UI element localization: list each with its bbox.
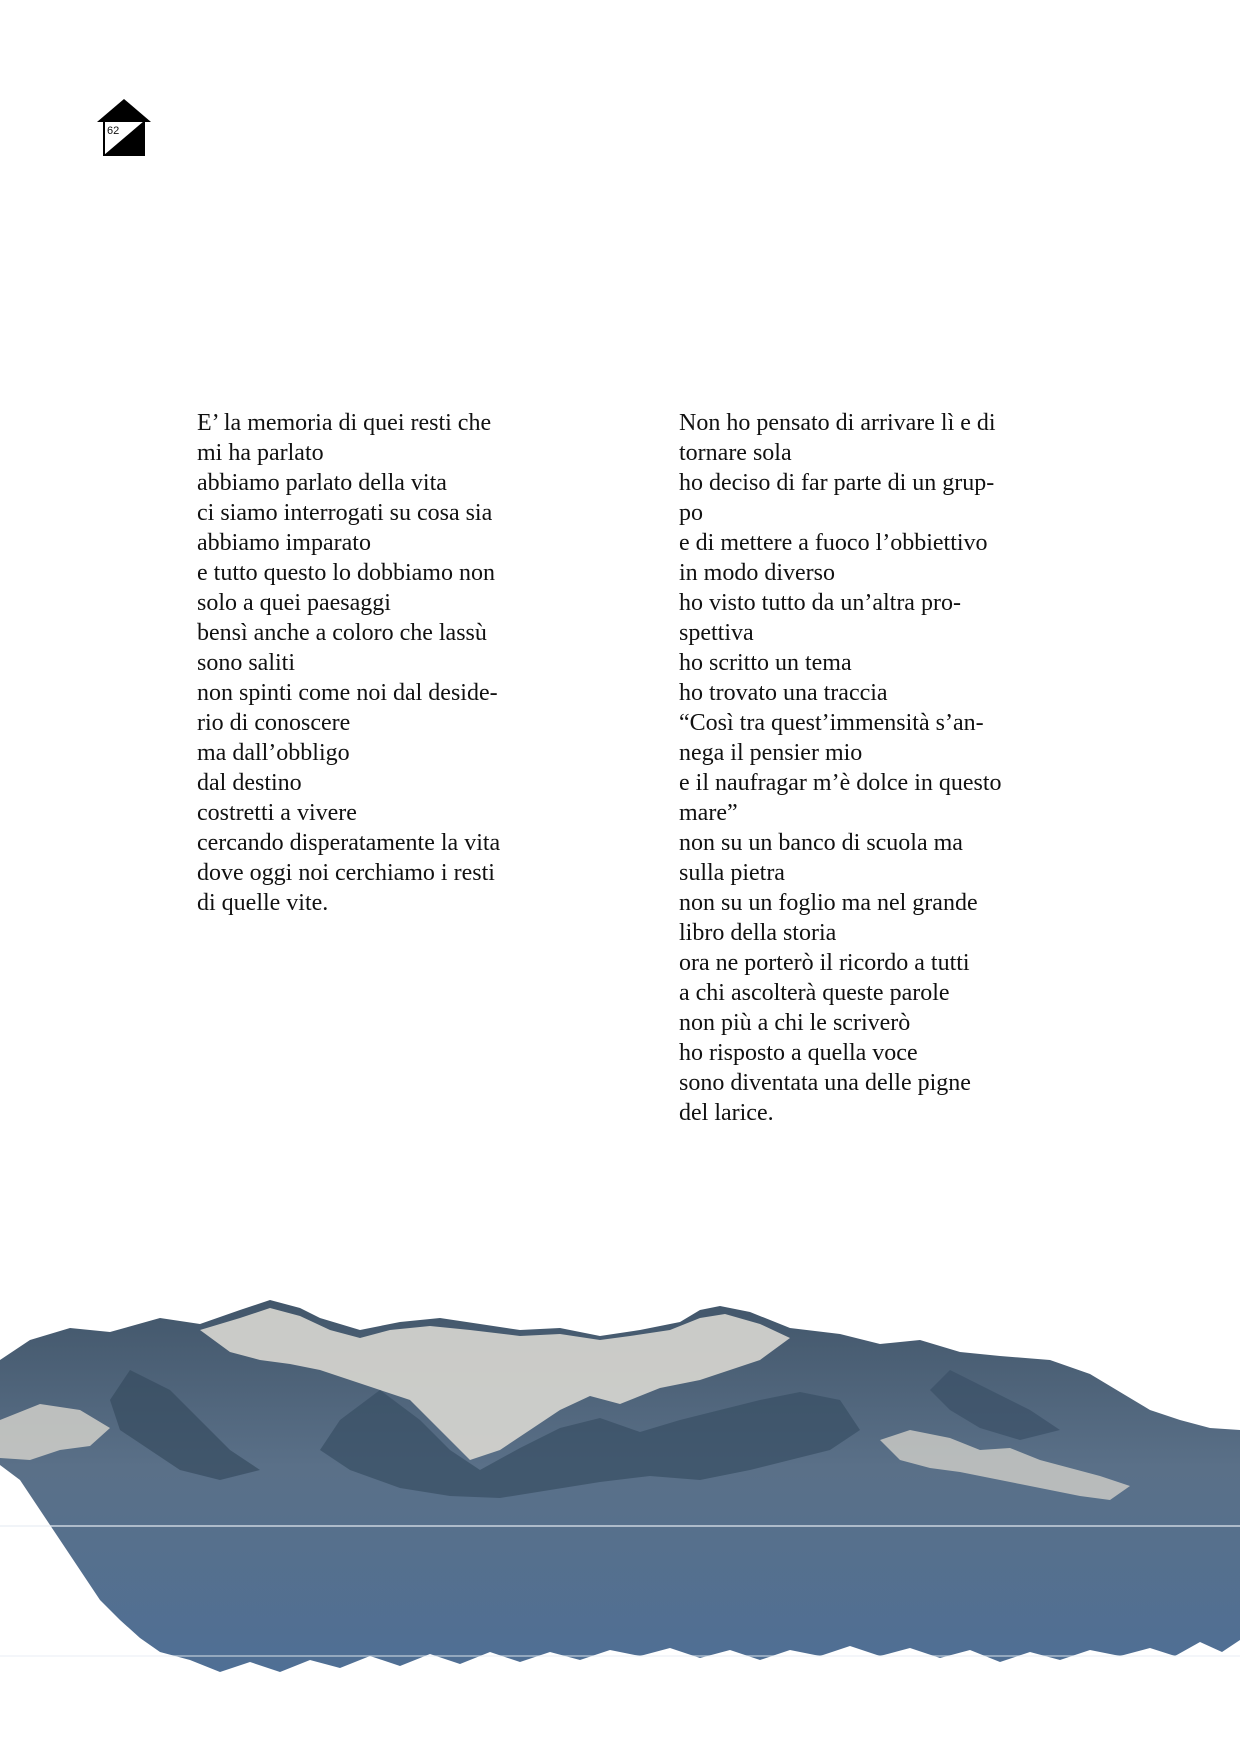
poem-line: non spinti come noi dal deside- — [197, 680, 498, 706]
poem-line: abbiamo parlato della vita — [197, 470, 447, 496]
poem-line: ho visto tutto da un’altra pro- — [679, 590, 961, 616]
mountain-range-image — [0, 1300, 1240, 1720]
poem-line: sulla pietra — [679, 860, 785, 886]
poem-line: ho scritto un tema — [679, 650, 852, 676]
poem-left-column — [197, 408, 577, 918]
poem-line: in modo diverso — [679, 560, 835, 586]
poem-line: non su un banco di scuola ma — [679, 830, 963, 856]
poem-line: bensì anche a coloro che lassù — [197, 620, 487, 646]
poem-line: costretti a vivere — [197, 800, 357, 826]
poem-line: non più a chi le scriverò — [679, 1010, 911, 1036]
poem-line: non su un foglio ma nel grande — [679, 890, 978, 916]
poem-line: solo a quei paesaggi — [197, 590, 391, 616]
poem-line: a chi ascolterà queste parole — [679, 980, 950, 1006]
poem-line: nega il pensier mio — [679, 740, 863, 766]
poem-line: del larice. — [679, 1100, 774, 1126]
poem-line: ci siamo interrogati su cosa sia — [197, 500, 493, 526]
poem-line: e tutto questo lo dobbiamo non — [197, 560, 495, 586]
poem-line: e di mettere a fuoco l’obbiettivo — [679, 530, 988, 556]
poem-line: mare” — [679, 800, 738, 826]
poem-line: po — [679, 500, 703, 526]
poem-line: ho risposto a quella voce — [679, 1040, 918, 1066]
poem-line: sono diventata una delle pigne — [679, 1070, 971, 1096]
poem-line: ora ne porterò il ricordo a tutti — [679, 950, 970, 976]
poem-line: dove oggi noi cerchiamo i resti — [197, 860, 495, 886]
poem-line: Non ho pensato di arrivare lì e di — [679, 410, 996, 436]
poem-line: “Così tra quest’immensità s’an- — [679, 710, 984, 736]
poem-line: di quelle vite. — [197, 890, 329, 916]
poem-line: e il naufragar m’è dolce in questo — [679, 770, 1002, 796]
poem-line: spettiva — [679, 620, 754, 646]
poem-line: ho deciso di far parte di un grup- — [679, 470, 995, 496]
house-icon — [96, 98, 152, 156]
poem-line: cercando disperatamente la vita — [197, 830, 501, 856]
poem-line: mi ha parlato — [197, 440, 324, 466]
poem-line: rio di conoscere — [197, 710, 351, 736]
poem-right-column — [679, 408, 1059, 1128]
poem-line: E’ la memoria di quei resti che — [197, 410, 492, 436]
poem-line: dal destino — [197, 770, 302, 796]
page-number: 62 — [107, 125, 120, 137]
poem-line: ho trovato una traccia — [679, 680, 888, 706]
poem-line: sono saliti — [197, 650, 296, 676]
poem-line: abbiamo imparato — [197, 530, 371, 556]
poem-line: libro della storia — [679, 920, 837, 946]
poem-line: tornare sola — [679, 440, 792, 466]
poem-line: ma dall’obbligo — [197, 740, 350, 766]
